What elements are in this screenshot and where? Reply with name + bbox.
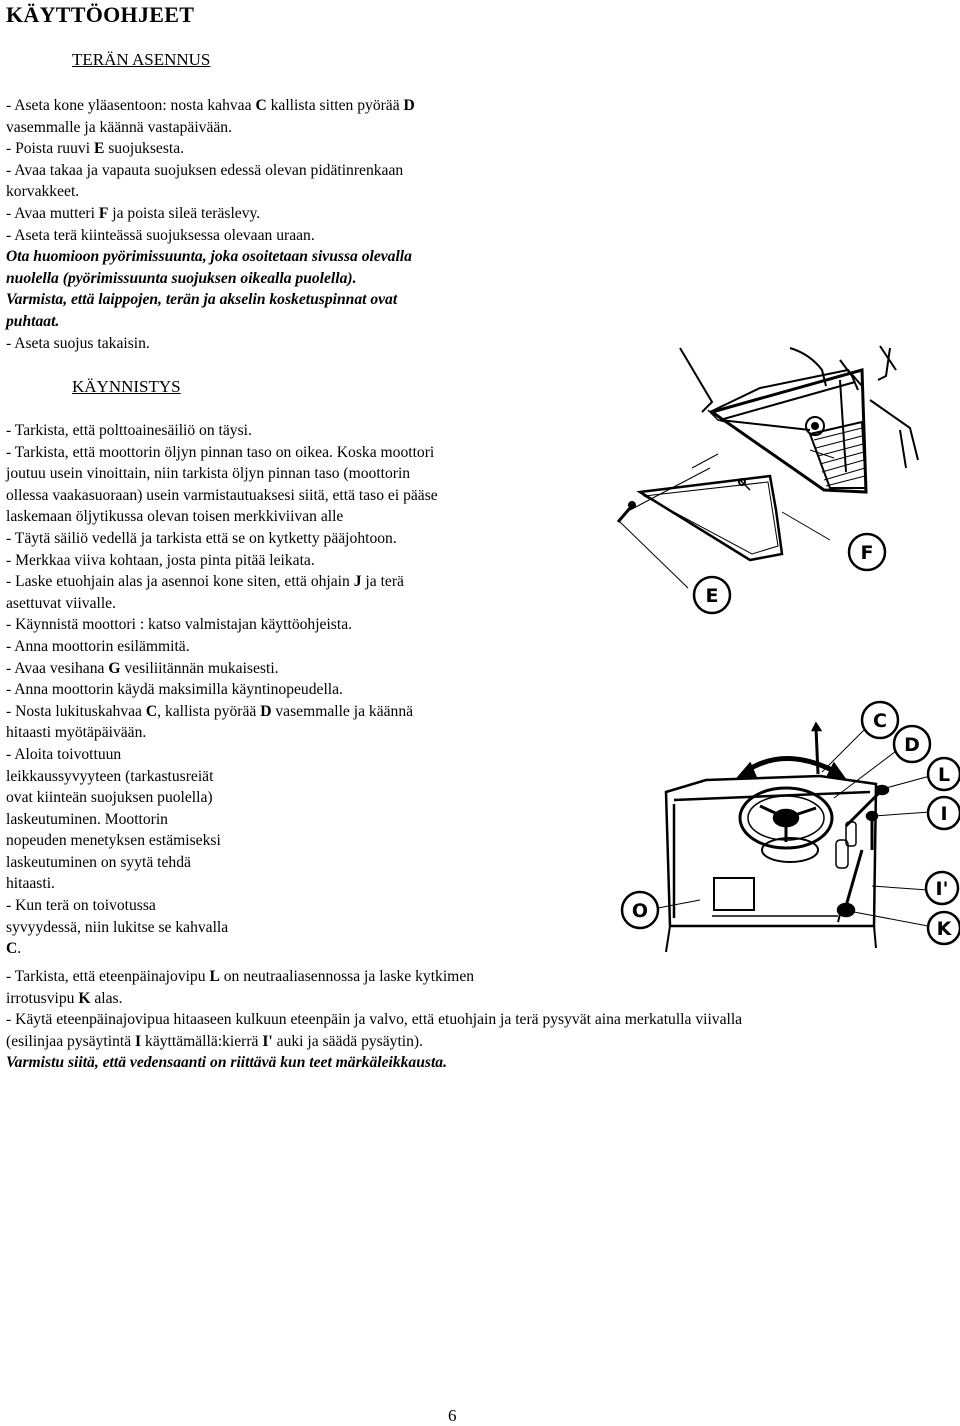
- text-line: [6, 506, 566, 528]
- text-segment: - Anna moottorin esilämmitä.: [6, 637, 190, 655]
- emphasis-text: Varmista, että laippojen, terän ja akselin kosketuspinnat ovat: [6, 291, 398, 309]
- text-segment: - Käytä eteenpäinajovipua hitaaseen kulkuun eteenpäin ja valvo, että etuohjain ja terä pysyvät aina merkatulla viivalla: [6, 1011, 743, 1029]
- text-line: [6, 311, 566, 333]
- machine-control-illustration: [610, 700, 960, 990]
- text-line: [6, 722, 566, 744]
- text-line: [6, 571, 566, 593]
- label-o: O: [631, 900, 649, 922]
- bold-reference: J: [353, 573, 362, 591]
- text-line: [6, 917, 566, 939]
- text-line: [6, 830, 566, 852]
- emphasis-text: nuolella (pyörimissuunta suojuksen oikealla puolella).: [6, 269, 357, 287]
- text-line: [6, 938, 566, 960]
- label-l: L: [937, 764, 951, 786]
- bold-reference: D: [260, 702, 272, 720]
- text-line: [6, 873, 566, 895]
- text-line: [6, 1031, 946, 1053]
- text-segment: - Avaa vesihana: [6, 659, 109, 677]
- text-segment: - Aloita toivottuun: [6, 745, 122, 763]
- section-body-blade-install: [6, 95, 566, 354]
- bold-reference: C: [255, 97, 267, 114]
- text-segment: nopeuden menetyksen estämiseksi: [6, 832, 221, 850]
- text-segment: laskemaan öljytikussa olevan toisen merkkiviivan alle: [6, 508, 344, 526]
- text-line: [6, 766, 566, 788]
- text-line: [6, 225, 566, 247]
- text-segment: (esilinjaa pysäytintä: [6, 1032, 136, 1050]
- bold-reference: F: [98, 204, 109, 222]
- text-segment: - Poista ruuvi: [6, 140, 94, 158]
- text-line: [6, 246, 566, 268]
- text-line: [6, 485, 566, 507]
- text-segment: ovat kiinteän suojuksen puolella): [6, 789, 213, 807]
- text-segment: vasemmalle ja käännä vastapäivään.: [6, 118, 233, 136]
- text-segment: korvakkeet.: [6, 183, 80, 201]
- section-heading-blade-install: TERÄN ASENNUS: [72, 50, 211, 69]
- text-segment: - Avaa takaa ja vapauta suojuksen edessä olevan pidätinrenkaan: [6, 161, 404, 179]
- text-segment: vasemmalle ja käännä: [271, 702, 414, 720]
- bold-reference: E: [93, 140, 105, 158]
- text-segment: - Avaa mutteri: [6, 204, 99, 222]
- label-f: F: [860, 542, 874, 564]
- text-segment: - Täytä säiliö vedellä ja tarkista että se on kytketty pääjohtoon.: [6, 529, 397, 547]
- text-segment: - Merkkaa viiva kohtaan, josta pinta pitää leikata.: [6, 551, 315, 569]
- text-line: [6, 1052, 946, 1074]
- text-line: [6, 420, 566, 442]
- section-body-startup: [6, 420, 566, 960]
- blade-guard-illustration: [600, 340, 960, 620]
- text-line: [6, 181, 566, 203]
- text-line: [6, 614, 566, 636]
- label-i: I: [940, 803, 948, 825]
- section-heading-startup: KÄYNNISTYS: [72, 377, 181, 396]
- text-segment: .: [17, 940, 22, 958]
- text-segment: - Tarkista, että eteenpäinajovipu: [6, 968, 210, 985]
- text-segment: - Laske etuohjain alas ja asennoi kone siten, että ohjain: [6, 573, 354, 591]
- text-line: [6, 160, 566, 182]
- text-line: [6, 988, 946, 1010]
- bold-reference: I: [135, 1032, 142, 1050]
- bold-reference: D: [403, 97, 415, 114]
- text-segment: suojuksesta.: [104, 140, 185, 158]
- text-segment: hitaasti.: [6, 875, 55, 893]
- page-title: KÄYTTÖOHJEET: [6, 2, 195, 27]
- text-line: [6, 289, 566, 311]
- text-segment: - Aseta suojus takaisin.: [6, 334, 150, 352]
- text-segment: - Tarkista, että polttoainesäiliö on täysi.: [6, 422, 252, 439]
- text-segment: irrotusvipu: [6, 989, 79, 1007]
- text-segment: ja terä: [361, 573, 404, 591]
- text-segment: kallista sitten pyörää: [266, 97, 404, 114]
- label-i-prime: I': [935, 878, 949, 900]
- bold-reference: G: [108, 659, 121, 677]
- text-segment: leikkaussyvyyteen (tarkastusreiät: [6, 767, 214, 785]
- bold-reference: I': [262, 1032, 273, 1050]
- text-line: [6, 117, 566, 139]
- text-segment: ollessa vaakasuoraan) usein varmistautuaksesi siitä, että taso ei pääse: [6, 486, 438, 504]
- text-line: [6, 744, 566, 766]
- emphasis-text: Ota huomioon pyörimissuunta, joka osoitetaan sivussa olevalla: [6, 248, 412, 266]
- bold-reference: K: [78, 989, 91, 1007]
- text-line: [6, 203, 566, 225]
- text-segment: vesiliitännän mukaisesti.: [120, 659, 279, 677]
- text-line: [6, 138, 566, 160]
- text-line: [6, 268, 566, 290]
- text-line: [6, 463, 566, 485]
- text-segment: - Anna moottorin käydä maksimilla käyntinopeudella.: [6, 681, 343, 699]
- text-line: [6, 852, 566, 874]
- text-line: [6, 658, 566, 680]
- text-segment: - Nosta lukituskahvaa: [6, 702, 146, 720]
- label-c: C: [873, 710, 887, 732]
- text-segment: laskeutuminen on syytä tehdä: [6, 853, 191, 871]
- text-line: [6, 809, 566, 831]
- emphasis-text: Varmistu siitä, että vedensaanti on riittävä kun teet märkäleikkausta.: [6, 1054, 448, 1072]
- text-line: [6, 1009, 946, 1031]
- text-line: [6, 528, 566, 550]
- label-d: D: [904, 734, 920, 756]
- text-segment: - Kun terä on toivotussa: [6, 897, 156, 915]
- text-segment: syvyydessä, niin lukitse se kahvalla: [6, 918, 229, 936]
- text-segment: auki ja säädä pysäytin).: [272, 1032, 424, 1050]
- text-segment: alas.: [90, 989, 123, 1007]
- text-segment: - Tarkista, että moottorin öljyn pinnan taso on oikea. Koska moottori: [6, 443, 435, 461]
- text-segment: - Käynnistä moottori : katso valmistajan käyttöohjeista.: [6, 616, 353, 634]
- text-segment: laskeutuminen. Moottorin: [6, 810, 168, 828]
- text-segment: joutuu usein vinoittain, niin tarkista öljyn pinnan taso (moottorin: [6, 465, 411, 483]
- bold-reference: L: [209, 968, 220, 985]
- text-segment: hitaasti myötäpäivään.: [6, 724, 147, 742]
- text-line: [6, 701, 566, 723]
- text-segment: - Aseta kone yläasentoon: nosta kahvaa: [6, 97, 256, 114]
- text-line: [6, 442, 566, 464]
- text-line: [6, 95, 566, 117]
- text-line: [6, 550, 566, 572]
- text-line: [6, 593, 566, 615]
- text-line: [6, 636, 566, 658]
- label-e: E: [705, 585, 719, 607]
- text-line: [6, 787, 566, 809]
- bold-reference: C: [6, 940, 18, 958]
- text-line: [6, 333, 566, 355]
- text-segment: käyttämällä:kierrä: [141, 1032, 263, 1050]
- text-segment: on neutraaliasennossa ja laske kytkimen: [219, 968, 475, 985]
- text-segment: - Aseta terä kiinteässä suojuksessa olevaan uraan.: [6, 226, 315, 244]
- text-line: [6, 679, 566, 701]
- text-segment: asettuvat viivalle.: [6, 594, 116, 612]
- emphasis-text: puhtaat.: [6, 312, 60, 330]
- label-k: K: [936, 918, 952, 940]
- bold-reference: C: [145, 702, 158, 720]
- text-segment: ja poista sileä teräslevy.: [108, 204, 261, 222]
- text-segment: , kallista pyörää: [157, 702, 261, 720]
- page-number: 6: [448, 1406, 457, 1425]
- text-line: [6, 895, 566, 917]
